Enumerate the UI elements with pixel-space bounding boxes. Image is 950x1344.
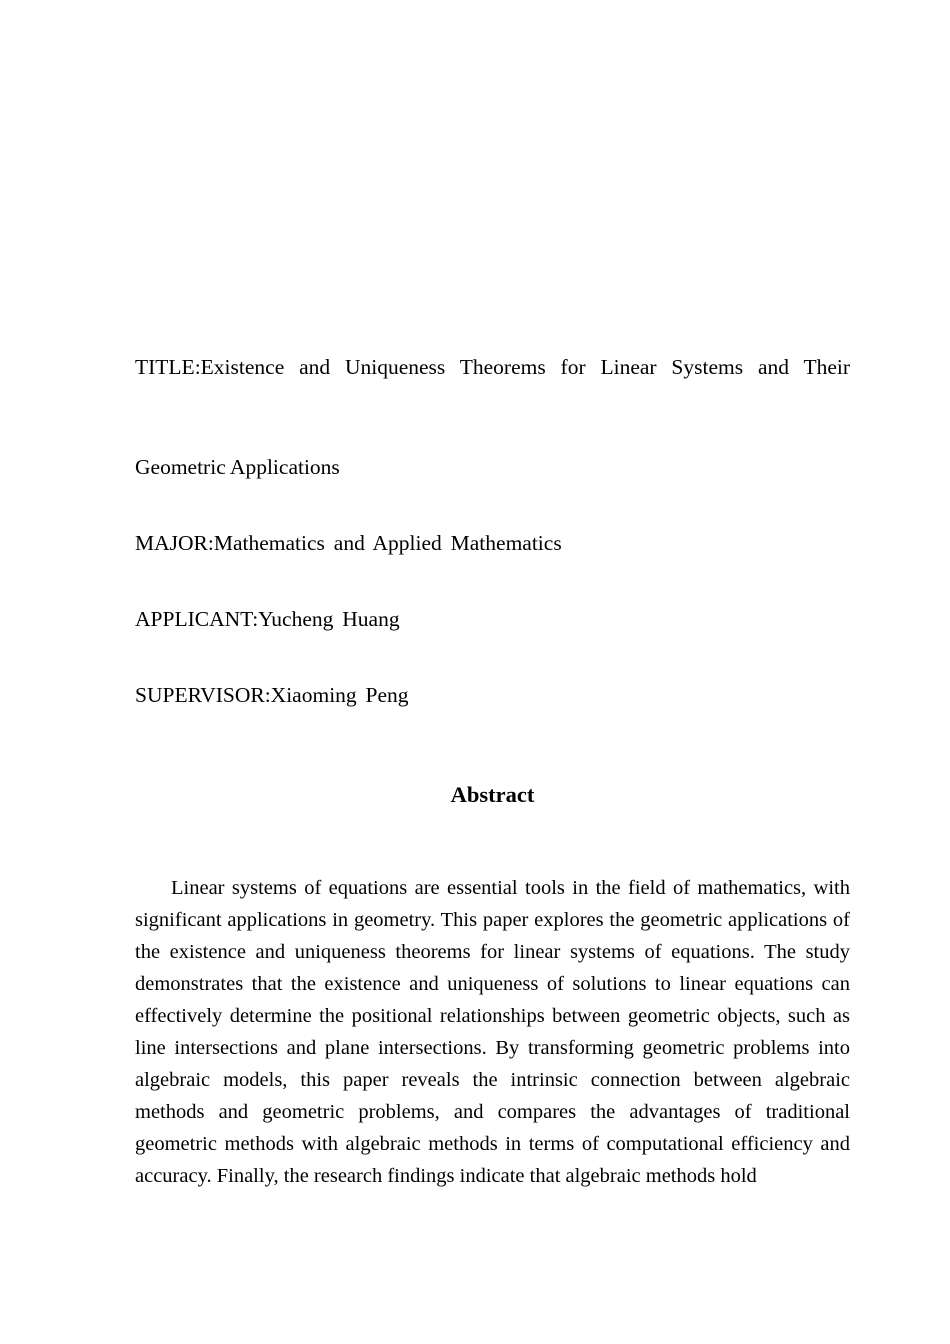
abstract-heading: Abstract xyxy=(450,782,535,807)
metadata-block xyxy=(135,528,850,710)
title-line-1: TITLE:Existence and Uniqueness Theorems for Linear Systems and Their xyxy=(135,355,850,379)
title-line-2: Geometric Applications xyxy=(135,455,340,479)
metadata-supervisor: SUPERVISOR:Xiaoming Peng xyxy=(135,683,409,707)
abstract-paragraph: Linear systems of equations are essential tools in the field of mathematics, with significant applications in geometry. This paper explores the geometric applications of the existence and uniqueness theorems for linear systems of equations. The study demonstrates that the existence and uniqueness of solutions to linear equations can effectively determine the positional relationships between geometric objects, such as line intersections and plane intersections. By transforming geometric problems into algebraic models, this paper reveals the intrinsic connection between algebraic methods and geometric problems, and compares the advantages of traditional geometric methods with algebraic methods in terms of computational efficiency and accuracy. Finally, the research findings indicate that algebraic methods hold xyxy=(135,877,850,1187)
title-block xyxy=(135,352,850,482)
metadata-major: MAJOR:Mathematics and Applied Mathematics xyxy=(135,531,562,555)
metadata-applicant: APPLICANT:Yucheng Huang xyxy=(135,607,400,631)
